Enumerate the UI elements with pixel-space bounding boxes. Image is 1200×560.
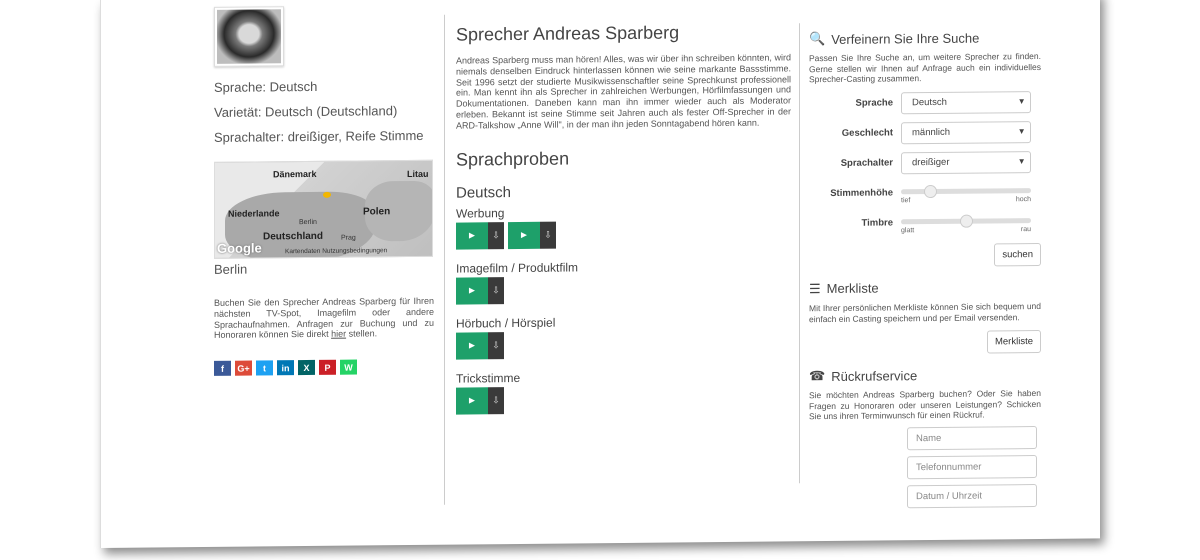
filter-select[interactable]: Deutsch ▾ [901, 91, 1031, 114]
map-label: Prag [341, 234, 356, 242]
facebook-icon[interactable]: f [214, 361, 231, 376]
chevron-down-icon: ▾ [1019, 96, 1024, 108]
variety-info: Varietät: Deutsch (Deutschland) [214, 103, 398, 120]
pitch-label: Stimmenhöhe [830, 187, 893, 200]
chevron-down-icon: ▾ [1019, 156, 1024, 168]
map-label: Dänemark [273, 168, 317, 180]
speaker-main [456, 21, 791, 414]
column-divider [444, 15, 445, 505]
city-label: Berlin [214, 261, 248, 277]
play-icon[interactable]: ► [508, 221, 540, 248]
sample-category-label: Werbung [456, 205, 505, 221]
sample-category-label: Imagefilm / Produktfilm [456, 259, 579, 276]
map-label: Berlin [299, 218, 317, 227]
map-label: Niederlande [228, 208, 280, 219]
callback-title: Rückrufservice [831, 367, 918, 384]
name-field[interactable]: Name [907, 426, 1037, 450]
phone-field[interactable]: Telefonnummer [907, 455, 1037, 479]
sample-category-label: Hörbuch / Hörspiel [456, 315, 556, 331]
play-icon[interactable]: ► [456, 277, 488, 304]
pinterest-icon[interactable]: P [319, 360, 336, 375]
google-logo: Google [217, 240, 262, 256]
watchlist-button[interactable]: Merkliste [987, 330, 1041, 354]
audio-sample [456, 222, 504, 249]
timbre-slider-handle[interactable] [960, 214, 973, 227]
filter-label: Geschlecht [841, 127, 893, 140]
watchlist-text: Mit Ihrer persönlichen Merkliste können Sie sich bequem und einfach ein Casting speichern und per Email versenden. [809, 300, 1041, 324]
page-title: Sprecher Andreas Sparberg [456, 22, 680, 45]
map-label: Deutschland [263, 230, 324, 243]
play-icon[interactable]: ► [456, 222, 488, 249]
download-icon[interactable]: ⇩ [488, 222, 504, 249]
pitch-slider-handle[interactable] [924, 185, 937, 198]
search-button[interactable]: suchen [994, 243, 1041, 266]
audio-sample [456, 332, 504, 359]
timbre-slider[interactable]: glatt rau [901, 213, 1031, 232]
filter-label: Sprache [855, 97, 893, 110]
map-label: Litau [407, 168, 429, 180]
search-icon: 🔍 [809, 31, 826, 47]
linkedin-icon[interactable]: in [277, 360, 294, 375]
chevron-down-icon: ▾ [1019, 126, 1024, 138]
play-icon[interactable]: ► [456, 387, 488, 414]
phone-icon: ☎ [809, 368, 826, 384]
xing-icon[interactable]: X [298, 360, 315, 375]
map-pin-icon [323, 192, 331, 198]
sidebar [809, 29, 1041, 509]
twitter-icon[interactable]: t [256, 361, 273, 376]
column-divider [799, 23, 800, 483]
language-info: Sprache: Deutsch [214, 78, 318, 95]
filter-label: Sprachalter [840, 157, 893, 170]
audio-sample [456, 387, 504, 414]
speaker-info [214, 5, 434, 376]
search-text: Passen Sie Ihre Suche an, um weitere Sprecher zu finden. Gerne stellen wir Ihnen auf Anfrage auch ein individuelles Sprecher-Casting zusammen. [809, 50, 1041, 85]
download-icon[interactable]: ⇩ [488, 332, 504, 359]
google-plus-icon[interactable]: G+ [235, 361, 252, 376]
location-map[interactable] [214, 160, 433, 259]
list-icon: ☰ [809, 280, 821, 297]
audio-sample [508, 221, 556, 248]
sample-category-label: Trickstimme [456, 370, 521, 386]
whatsapp-icon[interactable]: W [340, 360, 357, 375]
booking-link[interactable]: hier [331, 329, 347, 340]
pitch-slider[interactable]: tief hoch [901, 183, 1031, 202]
social-share-bar [214, 359, 434, 376]
play-icon[interactable]: ► [456, 332, 488, 359]
booking-text: Buchen Sie den Sprecher Andreas Sparberg für Ihren nächsten TV-Spot, Imagefilm oder andere Sprachaufnahmen. Anfragen zur Buchung und zu Honoraren können Sie direkt hier stellen. [214, 295, 434, 341]
speaker-portrait [214, 6, 284, 67]
map-attribution[interactable]: Kartendaten Nutzungsbedingungen [285, 247, 388, 256]
speaker-bio: Andreas Sparberg muss man hören! Alles, was wir über ihn schreiben könnten, wird niemals denselben Eindruck hinterlassen können wie seine markante Bassstimme. Seit 1996 setzt der studierte Musikwissenschaftler seine Sprechkunst professionell ein. Man kennt ihn als Sprecher in zahlreichen Werbungen, Hörfilmfassungen und Dokumentationen. Daneben kann man ihn immer wieder auch als Moderator erleben. Bekannt ist seine Stimme seit Jahren auch als fester Off-Sprecher in der ARD-Talkshow „Anne Will", in der man ihn jeden Sonntagabend hören kann. [456, 52, 791, 131]
watchlist-title: Merkliste [826, 280, 879, 297]
filter-select[interactable]: dreißiger ▾ [901, 151, 1031, 174]
download-icon[interactable]: ⇩ [540, 221, 556, 248]
filter-select[interactable]: männlich ▾ [901, 121, 1031, 144]
age-info: Sprachalter: dreißiger, Reife Stimme [214, 127, 424, 145]
map-label: Polen [363, 206, 391, 218]
audio-sample [456, 277, 504, 304]
download-icon[interactable]: ⇩ [488, 277, 504, 304]
profile-page [100, 0, 1100, 548]
callback-text: Sie möchten Andreas Sparberg buchen? Oder Sie haben Fragen zu Honoraren oder unseren Leistungen? Schicken Sie uns ihren Terminwunsch für einen Rückruf. [809, 388, 1041, 422]
samples-heading: Sprachproben [456, 148, 570, 170]
datetime-field[interactable]: Datum / Uhrzeit [907, 484, 1037, 508]
search-title: Verfeinern Sie Ihre Suche [831, 30, 980, 47]
download-icon[interactable]: ⇩ [488, 387, 504, 414]
timbre-label: Timbre [861, 217, 893, 230]
language-heading: Deutsch [456, 183, 512, 202]
